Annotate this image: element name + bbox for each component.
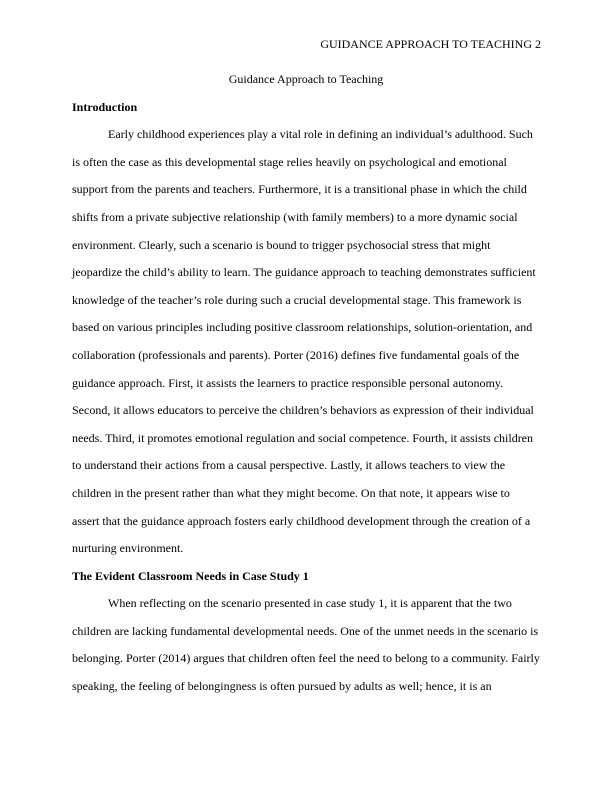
running-head: GUIDANCE APPROACH TO TEACHING 2 (320, 37, 541, 51)
classroom-needs-paragraph: When reflecting on the scenario presented in case study 1, it is apparent that the two children are lacking fundamental developmental needs. One of the unmet needs in the scenario is belonging. Porter (2014) argues that children often feel the need to belong to a community. Fairly speaking, the feeling of belongingness is often pursued by adults as well; hence, it is an (72, 596, 540, 694)
section-heading-classroom-needs: The Evident Classroom Needs in Case Study 1 (72, 568, 309, 583)
document-title: Guidance Approach to Teaching (228, 72, 384, 86)
document-body (72, 66, 540, 701)
introduction-paragraph: Early childhood experiences play a vital role in defining an individual’s adulthood. Such is often the case as this developmental stage relies heavily on psychological and emotional support from the parents and teachers. Furthermore, it is a transitional phase in which the child shifts from a private subjective relationship (with family members) to a more dynamic social environment. Clearly, such a scenario is bound to trigger psychosocial stress that might jeopardize the child’s ability to learn. The guidance approach to teaching demonstrates sufficient knowledge of the teacher’s role during such a crucial developmental stage. This framework is based on various principles including positive classroom relationships, solution-orientation, and collaboration (professionals and parents). Porter (2016) defines five fundamental goals of the guidance approach. First, it assists the learners to practice responsible personal autonomy. Second, it allows educators to perceive the children’s behaviors as expression of their individual needs. Third, it promotes emotional regulation and social competence. Fourth, it assists children to understand their actions from a causal perspective. Lastly, it allows teachers to view the children in the present rather than what they might become. On that note, it appears wise to assert that the guidance approach fosters early childhood development through the creation of a nurturing environment. (72, 127, 536, 556)
section-heading-introduction: Introduction (72, 99, 138, 114)
